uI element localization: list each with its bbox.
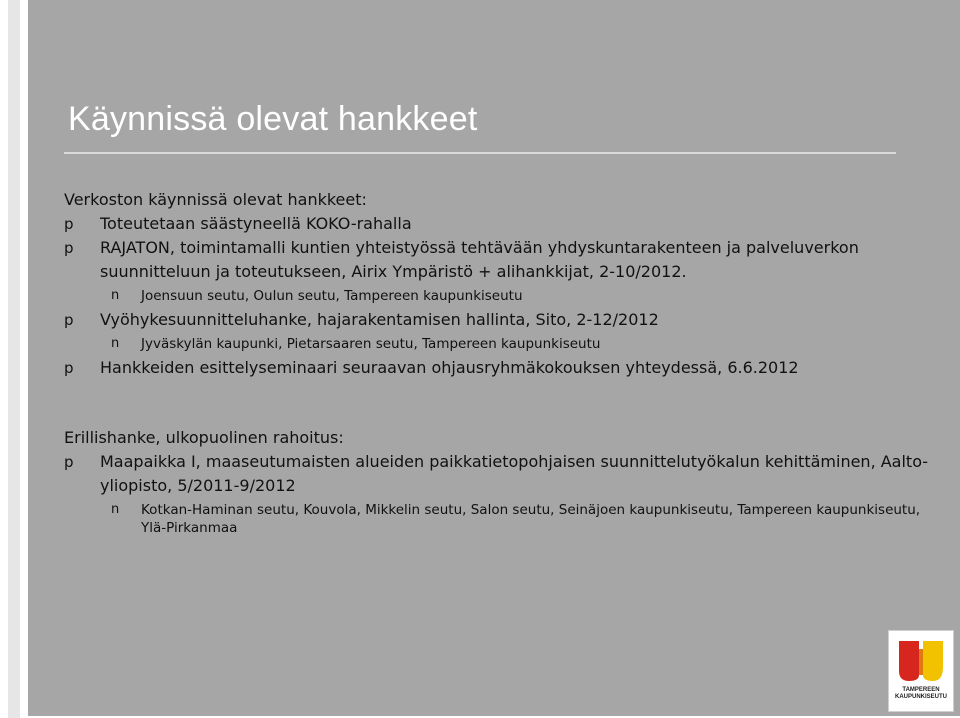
logo-text-line2: KAUPUNKISEUTU: [894, 694, 947, 700]
left-edge-strip: [0, 0, 28, 718]
bullet-text: Maapaikka I, maaseutumaisten alueiden paikkatietopohjaisen suunnittelutyökalun kehittäminen, Aalto-yliopisto, 5/2011-9/2012: [100, 452, 929, 495]
section1-heading: Verkoston käynnissä olevat hankkeet:: [64, 190, 367, 209]
page-title: Käynnissä olevat hankkeet: [68, 100, 478, 138]
sub-bullet-text: Joensuun seutu, Oulun seutu, Tampereen kaupunkiseutu: [141, 288, 523, 304]
sub-bullet-marker: n: [111, 336, 120, 351]
bullet-marker: p: [64, 311, 74, 329]
slide-content: [64, 188, 944, 537]
logo-emblem-icon: [895, 637, 947, 685]
tampereen-kaupunkiseutu-logo: [888, 630, 954, 712]
bullet-text: Hankkeiden esittelyseminaari seuraavan ohjausryhmäkokouksen yhteydessä, 6.6.2012: [100, 358, 799, 377]
sub-bullet-marker: n: [111, 288, 120, 303]
left-edge-bar: [8, 0, 20, 718]
bullet-item: [64, 356, 944, 380]
sub-bullet-item: [64, 284, 944, 308]
bullet-marker: p: [64, 359, 74, 377]
bullet-marker: p: [64, 453, 74, 471]
bullet-item: [64, 308, 944, 332]
sub-bullet-text: Jyväskylän kaupunki, Pietarsaaren seutu, Tampereen kaupunkiseutu: [141, 336, 601, 352]
bullet-item: [64, 212, 944, 236]
bullet-item: [64, 236, 944, 284]
section2-heading: Erillishanke, ulkopuolinen rahoitus:: [64, 428, 344, 447]
bullet-text: Vyöhykesuunnitteluhanke, hajarakentamisen hallinta, Sito, 2-12/2012: [100, 310, 659, 329]
bullet-text: RAJATON, toimintamalli kuntien yhteistyössä tehtävään yhdyskuntarakenteen ja palveluverkon suunnitteluun ja toteutukseen, Airix Ympäristö + alihankkijat, 2-10/2012.: [100, 238, 859, 281]
logo-text-line1: TAMPEREEN: [902, 687, 940, 693]
title-divider: [64, 152, 896, 154]
bullet-marker: p: [64, 215, 74, 233]
bullet-marker: p: [64, 239, 74, 257]
sub-bullet-text: Kotkan-Haminan seutu, Kouvola, Mikkelin seutu, Salon seutu, Seinäjoen kaupunkiseutu, Tampereen kaupunkiseutu, Ylä-Pirkanmaa: [141, 502, 921, 536]
bullet-item: [64, 450, 944, 498]
sub-bullet-item: [64, 332, 944, 356]
bullet-text: Toteutetaan säästyneellä KOKO-rahalla: [100, 214, 412, 233]
sub-bullet-marker: n: [111, 502, 120, 517]
sub-bullet-item: [64, 498, 944, 537]
